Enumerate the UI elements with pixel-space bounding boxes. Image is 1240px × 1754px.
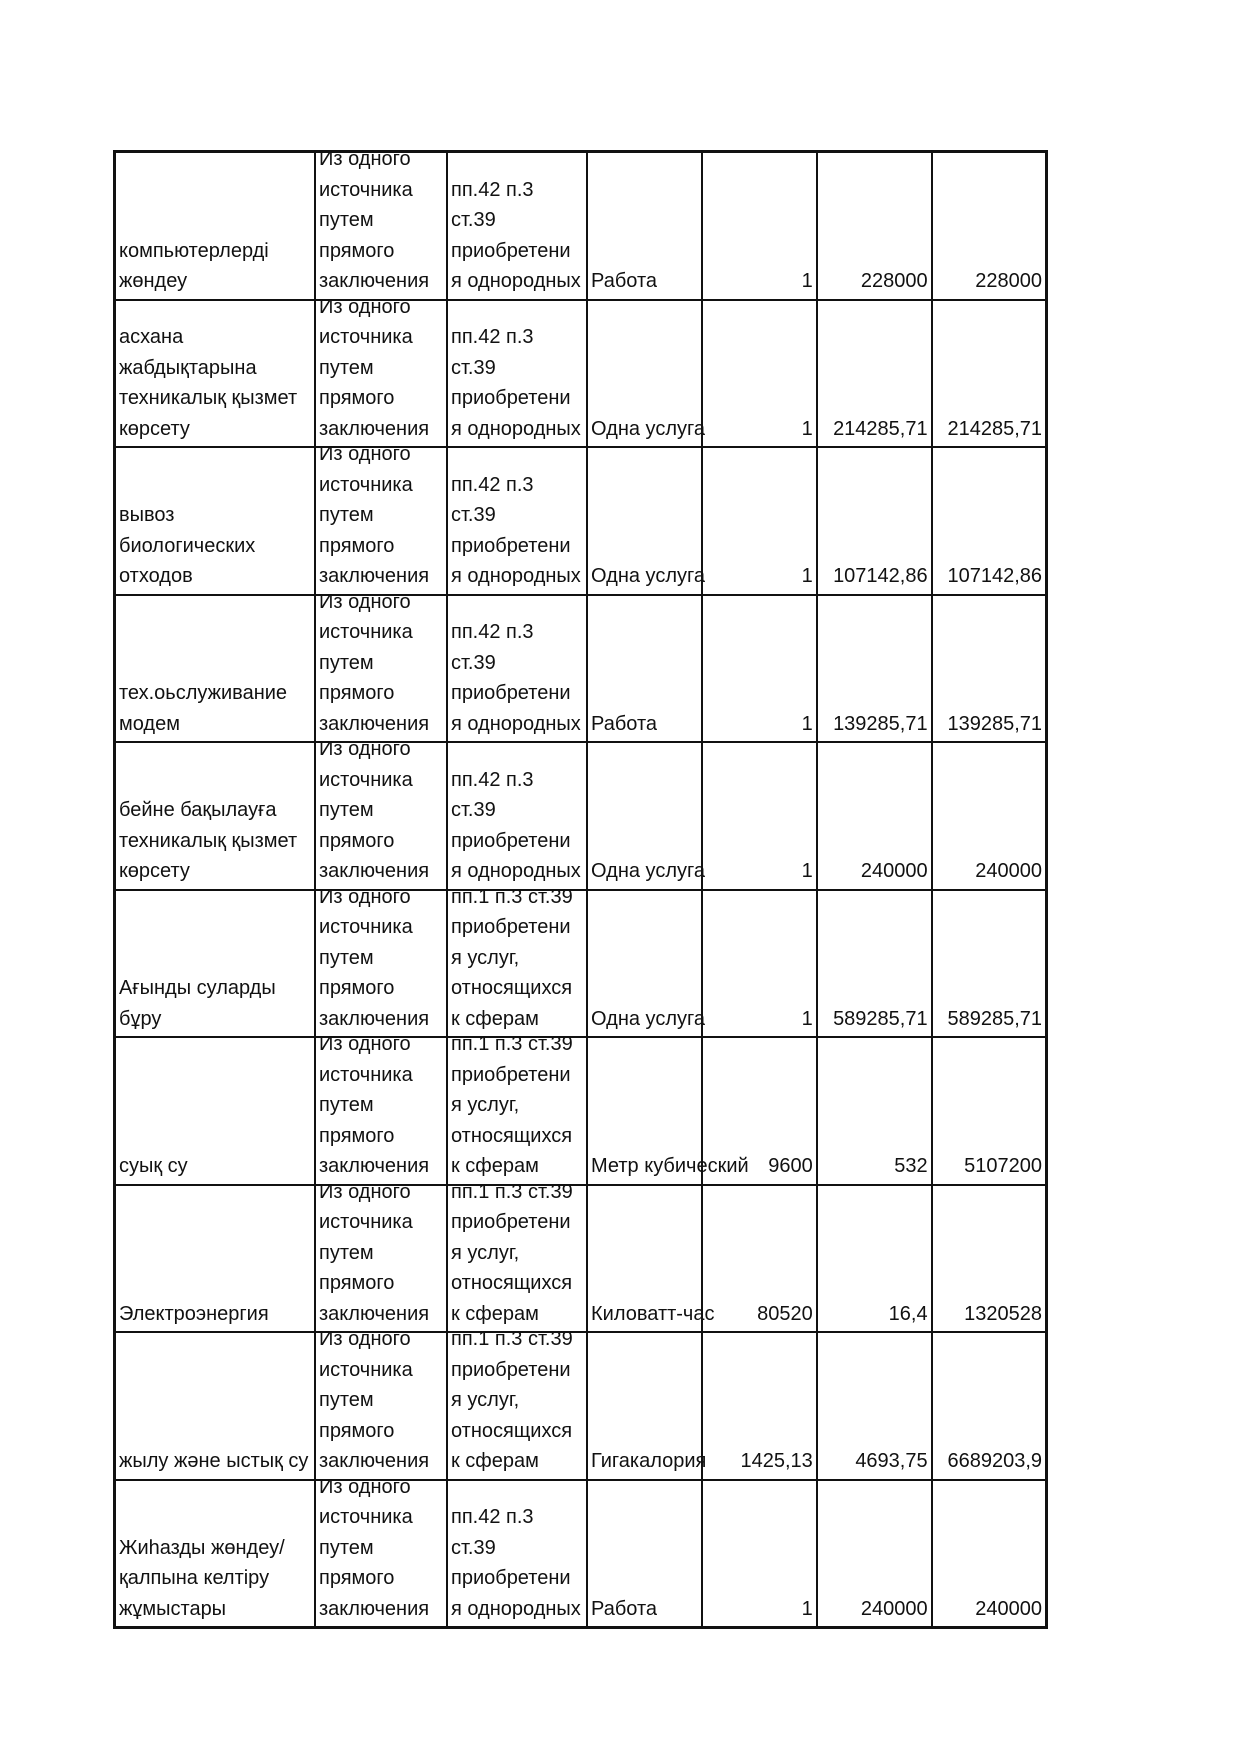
total-amount: 214285,71 [947, 417, 1042, 440]
unit-cell [587, 152, 702, 300]
unit-price-cell [817, 742, 932, 890]
item-name: компьютерлерді жөндеу [119, 239, 269, 292]
unit-price-cell [817, 300, 932, 448]
procurement-method: Из одного источника путем прямого заключения [319, 295, 430, 440]
legal-basis-cell [447, 1480, 587, 1628]
item-name-cell [115, 152, 316, 300]
unit-price: 240000 [860, 860, 928, 882]
unit-of-measure: Одна услуга [591, 565, 705, 587]
procurement-method-cell [315, 885, 447, 1038]
quantity: 1 [801, 860, 813, 882]
legal-basis: пп.42 п.3 ст.39 приобретени я однородных [450, 1506, 581, 1620]
procurement-method: Из одного источника путем прямого заключения [319, 590, 430, 735]
item-name: Ағынды суларды бұру [119, 977, 276, 1030]
unit-price: 16,4 [888, 1302, 928, 1325]
quantity-cell [702, 595, 817, 743]
item-name: суық су [119, 1155, 188, 1177]
total-amount-cell [932, 447, 1047, 595]
legal-basis: пп.1 п.3 ст.39 приобретени я услуг, относящихся к сферам [450, 1180, 573, 1325]
legal-basis-cell [447, 1328, 587, 1480]
legal-basis: пп.1 п.3 ст.39 приобретени я услуг, относящихся к сферам [450, 1033, 573, 1177]
unit-price-cell [817, 447, 932, 595]
procurement-method: Из одного источника путем прямого заключения [319, 738, 430, 882]
unit-of-measure: Одна услуга [591, 1007, 705, 1030]
total-amount-cell [932, 595, 1047, 743]
table-row [115, 742, 1047, 890]
procurement-method-cell [315, 295, 447, 448]
table-row [115, 447, 1047, 595]
legal-basis: пп.1 п.3 ст.39 приобретени я услуг, относящихся к сферам [450, 885, 573, 1030]
table-row [115, 300, 1047, 448]
item-name-cell [115, 1480, 316, 1628]
quantity: 1425,13 [740, 1450, 813, 1472]
total-amount-cell [932, 300, 1047, 448]
item-name-cell [115, 1037, 316, 1185]
procurement-method-cell [315, 148, 447, 300]
unit-price: 240000 [860, 1597, 928, 1620]
unit-of-measure: Работа [591, 712, 658, 735]
unit-price: 107142,86 [833, 565, 928, 587]
unit-cell [587, 742, 705, 890]
item-name-cell [115, 742, 316, 890]
procurement-method: Из одного источника путем прямого заключения [319, 1180, 430, 1325]
table-row [115, 595, 1047, 743]
unit-price-cell [817, 595, 932, 743]
legal-basis-cell [447, 1033, 587, 1185]
quantity: 1 [801, 1007, 813, 1030]
legal-basis-cell [447, 595, 587, 743]
table-row [115, 1037, 1047, 1185]
unit-of-measure: Одна услуга [591, 417, 705, 440]
quantity-cell [702, 742, 817, 890]
legal-basis-cell [447, 152, 587, 300]
item-name: Электроэнергия [119, 1302, 269, 1325]
unit-price: 139285,71 [833, 712, 928, 735]
unit-of-measure: Киловатт-час [591, 1302, 715, 1325]
item-name-cell [115, 300, 316, 448]
procurement-method: Из одного источника путем прямого заключения [319, 443, 430, 587]
procurement-method: Из одного источника путем прямого заключения [319, 1328, 430, 1472]
quantity: 9600 [768, 1155, 813, 1177]
unit-price: 4693,75 [855, 1450, 928, 1472]
quantity: 1 [801, 417, 813, 440]
item-name-cell [115, 1185, 316, 1333]
quantity: 1 [801, 712, 813, 735]
total-amount-cell [932, 742, 1047, 890]
procurement-method-cell [315, 1180, 447, 1333]
item-name-cell [115, 447, 316, 595]
total-amount: 6689203,9 [947, 1450, 1042, 1472]
unit-price-cell [817, 1332, 932, 1480]
quantity-cell [702, 152, 817, 300]
quantity: 80520 [757, 1302, 813, 1325]
unit-price-cell [817, 1037, 932, 1185]
unit-price-cell [817, 152, 932, 300]
total-amount-cell [932, 1185, 1047, 1333]
procurement-method-cell [315, 1328, 447, 1480]
procurement-method-cell [315, 590, 447, 743]
quantity-cell [702, 1332, 817, 1480]
legal-basis: пп.42 п.3 ст.39 приобретени я однородных [450, 326, 581, 440]
procurement-method: Из одного источника путем прямого заключения [319, 1033, 430, 1177]
quantity-cell [702, 1185, 817, 1333]
table-row [115, 1332, 1047, 1480]
unit-of-measure: Работа [591, 1597, 658, 1620]
total-amount: 240000 [975, 1597, 1042, 1620]
total-amount-cell [932, 1332, 1047, 1480]
legal-basis-cell [447, 300, 587, 448]
item-name-cell [115, 890, 316, 1038]
item-name: тех.оьслуживание модем [119, 682, 288, 735]
unit-of-measure: Гигакалория [591, 1450, 707, 1472]
quantity: 1 [801, 270, 813, 292]
item-name-cell [115, 1332, 316, 1480]
legal-basis-cell [447, 885, 587, 1038]
procurement-method-cell [315, 738, 447, 890]
total-amount: 107142,86 [947, 565, 1042, 587]
unit-cell [587, 447, 705, 595]
procurement-method-cell [315, 1475, 447, 1628]
item-name-cell [115, 595, 316, 743]
unit-price-cell [817, 1185, 932, 1333]
unit-cell [587, 300, 705, 448]
procurement-table [113, 150, 1048, 1629]
quantity: 1 [801, 1597, 813, 1620]
unit-price-cell [817, 890, 932, 1038]
table-row [115, 152, 1047, 300]
total-amount: 1320528 [964, 1302, 1042, 1325]
total-amount-cell [932, 1037, 1047, 1185]
unit-cell [587, 1037, 749, 1185]
quantity-cell [702, 1480, 817, 1628]
unit-cell [587, 1185, 715, 1333]
legal-basis: пп.1 п.3 ст.39 приобретени я услуг, относящихся к сферам [450, 1328, 573, 1472]
item-name: бейне бақылауға техникалық қызмет көрсету [119, 799, 298, 882]
unit-of-measure: Одна услуга [591, 860, 705, 882]
legal-basis-cell [447, 447, 587, 595]
procurement-method: Из одного источника путем прямого заключения [319, 148, 430, 292]
total-amount: 5107200 [964, 1155, 1042, 1177]
total-amount-cell [932, 152, 1047, 300]
unit-price: 589285,71 [833, 1007, 928, 1030]
legal-basis-cell [447, 1180, 587, 1333]
legal-basis: пп.42 п.3 ст.39 приобретени я однородных [450, 768, 581, 882]
procurement-method-cell [315, 443, 447, 595]
legal-basis: пп.42 п.3 ст.39 приобретени я однородных [450, 178, 581, 292]
table-row [115, 1480, 1047, 1628]
unit-price: 532 [894, 1155, 928, 1177]
total-amount: 228000 [975, 270, 1042, 292]
unit-price: 214285,71 [833, 417, 928, 440]
total-amount-cell [932, 890, 1047, 1038]
quantity-cell [702, 890, 817, 1038]
item-name: Жиһазды жөндеу/қалпына келтіру жұмыстары [119, 1536, 285, 1620]
quantity-cell [702, 447, 817, 595]
procurement-method: Из одного источника путем прямого заключения [319, 885, 430, 1030]
table-row [115, 890, 1047, 1038]
unit-of-measure: Метр кубический [591, 1155, 749, 1177]
legal-basis: пп.42 п.3 ст.39 приобретени я однородных [450, 473, 581, 587]
legal-basis-cell [447, 742, 587, 890]
total-amount: 589285,71 [947, 1007, 1042, 1030]
procurement-method-cell [315, 1033, 447, 1185]
unit-price-cell [817, 1480, 932, 1628]
unit-cell [587, 595, 702, 743]
unit-price: 228000 [860, 270, 928, 292]
procurement-method: Из одного источника путем прямого заключения [319, 1475, 430, 1620]
item-name: асхана жабдықтарына техникалық қызмет көрсету [119, 326, 298, 440]
unit-cell [587, 890, 705, 1038]
legal-basis: пп.42 п.3 ст.39 приобретени я однородных [450, 621, 581, 735]
item-name: вывоз биологических отходов [119, 504, 256, 587]
total-amount-cell [932, 1480, 1047, 1628]
total-amount: 139285,71 [947, 712, 1042, 735]
total-amount: 240000 [975, 860, 1042, 882]
quantity-cell [702, 300, 817, 448]
unit-cell [587, 1480, 702, 1628]
unit-cell [587, 1332, 707, 1480]
item-name: жылу және ыстық су [119, 1450, 309, 1472]
quantity: 1 [801, 565, 813, 587]
table-row [115, 1185, 1047, 1333]
unit-of-measure: Работа [591, 270, 658, 292]
